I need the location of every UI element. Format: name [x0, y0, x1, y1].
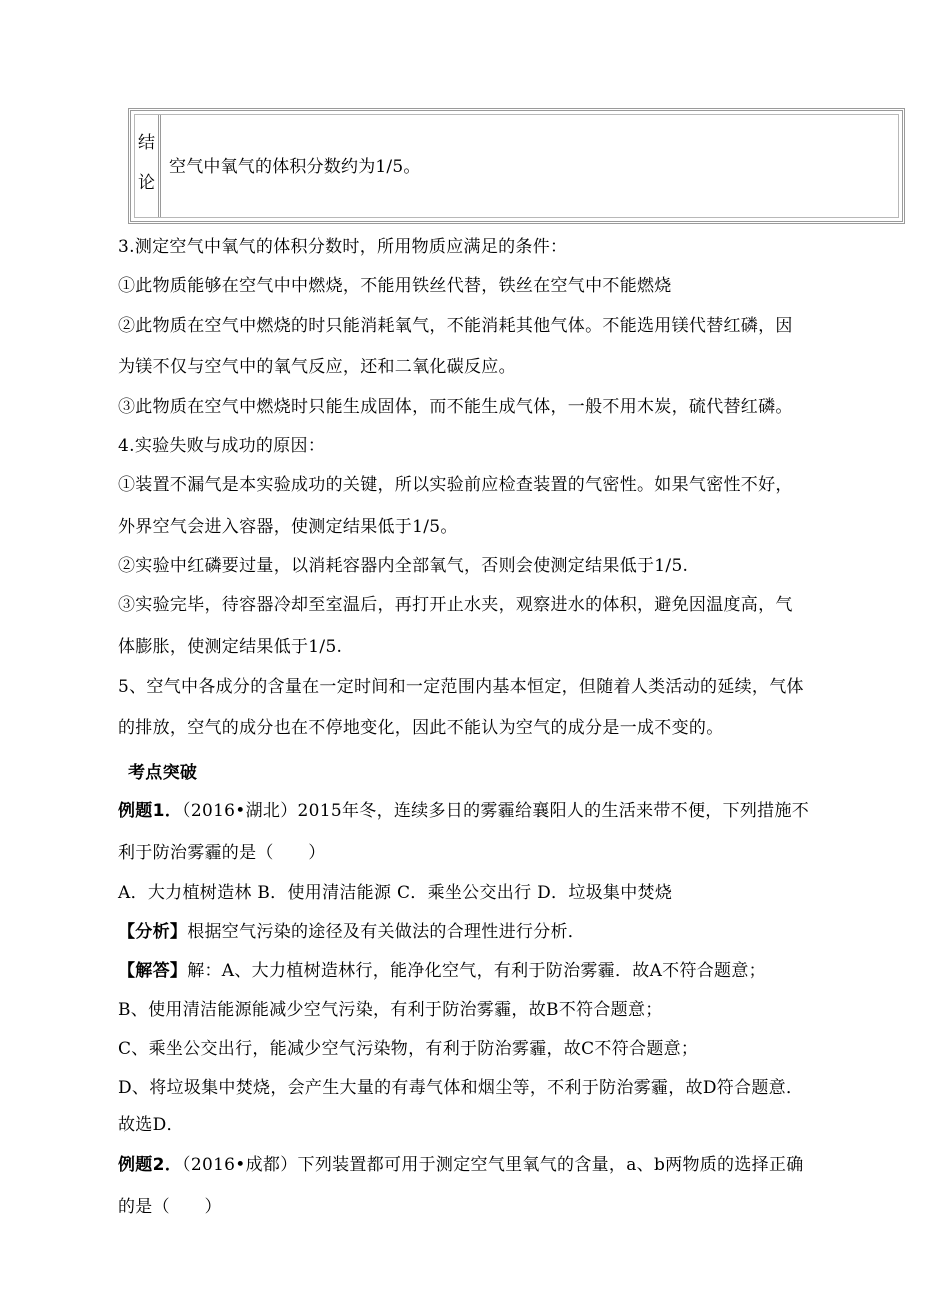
example-1-label: 例题1． [118, 801, 183, 821]
point-3-item-2-cont: 为镁不仅与空气中的氧气反应，还和二氧化碳反应。 [118, 357, 516, 377]
point-4-heading: 4.实验失败与成功的原因： [118, 436, 326, 456]
example-2-question-cont: 的是（ ） [118, 1197, 222, 1217]
answer-label: 【解答】 [118, 961, 188, 981]
example-1-answer-d: D、将垃圾集中焚烧，会产生大量的有毒气体和烟尘等，不利于防治雾霾，故D符合题意． [118, 1078, 804, 1098]
example-1-text: （2016•湖北）2015年冬，连续多日的雾霾给襄阳人的生活来带不便，下列措施不 [182, 801, 810, 821]
example-2-question [118, 1150, 804, 1175]
point-4-item-3: ③实验完毕，待容器冷却至室温后，再打开止水夹，观察进水的体积，避免因温度高，气 [118, 595, 793, 615]
point-3-item-2: ②此物质在空气中燃烧的时只能消耗氧气，不能消耗其他气体。不能选用镁代替红磷，因 [118, 316, 793, 336]
point-4-item-1-cont: 外界空气会进入容器，使测定结果低于1/5。 [118, 517, 458, 537]
section-title: 考点突破 [128, 763, 198, 783]
answer-text: 解：A、大力植树造林行，能净化空气，有利于防治雾霾．故A不符合题意； [187, 961, 766, 981]
example-1-answer [118, 956, 766, 981]
conclusion-label-bottom: 论 [138, 173, 155, 193]
example-1-choice: 故选D． [118, 1115, 184, 1135]
conclusion-text: 空气中氧气的体积分数约为1/5。 [169, 157, 421, 177]
example-1-answer-c: C、乘坐公交出行，能减少空气污染物，有利于防治雾霾，故C不符合题意； [118, 1039, 699, 1059]
example-2-label: 例题2． [118, 1155, 183, 1175]
analysis-text: 根据空气污染的途径及有关做法的合理性进行分析． [187, 922, 586, 942]
example-1-question-cont: 利于防治雾霾的是（ ） [118, 843, 326, 863]
point-4-item-1: ①装置不漏气是本实验成功的关键，所以实验前应检查装置的气密性。如果气密性不好， [118, 475, 793, 495]
conclusion-table-inner [134, 114, 899, 218]
example-1-question [118, 796, 809, 821]
point-3-item-1: ①此物质能够在空气中中燃烧，不能用铁丝代替，铁丝在空气中不能燃烧 [118, 276, 672, 296]
point-5: 5、空气中各成分的含量在一定时间和一定范围内基本恒定，但随着人类活动的延续，气体 [118, 677, 804, 697]
example-1-options: A．大力植树造林 B．使用清洁能源 C．乘坐公交出行 D．垃圾集中焚烧 [118, 883, 673, 903]
point-3-heading: 3.测定空气中氧气的体积分数时，所用物质应满足的条件： [118, 237, 568, 257]
conclusion-label [135, 115, 161, 217]
conclusion-label-top: 结 [138, 133, 155, 153]
point-4-item-3-cont: 体膨胀，使测定结果低于1/5. [118, 637, 343, 657]
example-1-answer-b: B、使用清洁能源能减少空气污染，有利于防治雾霾，故B不符合题意； [118, 1000, 663, 1020]
example-2-text: （2016•成都）下列装置都可用于测定空气里氧气的含量，a、b两物质的选择正确 [182, 1155, 804, 1175]
example-1-analysis [118, 917, 585, 942]
point-5-cont: 的排放，空气的成分也在不停地变化，因此不能认为空气的成分是一成不变的。 [118, 718, 724, 738]
point-4-item-2: ②实验中红磷要过量，以消耗容器内全部氧气，否则会使测定结果低于1/5. [118, 556, 689, 576]
conclusion-table [128, 108, 905, 224]
analysis-label: 【分析】 [118, 922, 188, 942]
point-3-item-3: ③此物质在空气中燃烧时只能生成固体，而不能生成气体，一般不用木炭，硫代替红磷。 [118, 397, 793, 417]
